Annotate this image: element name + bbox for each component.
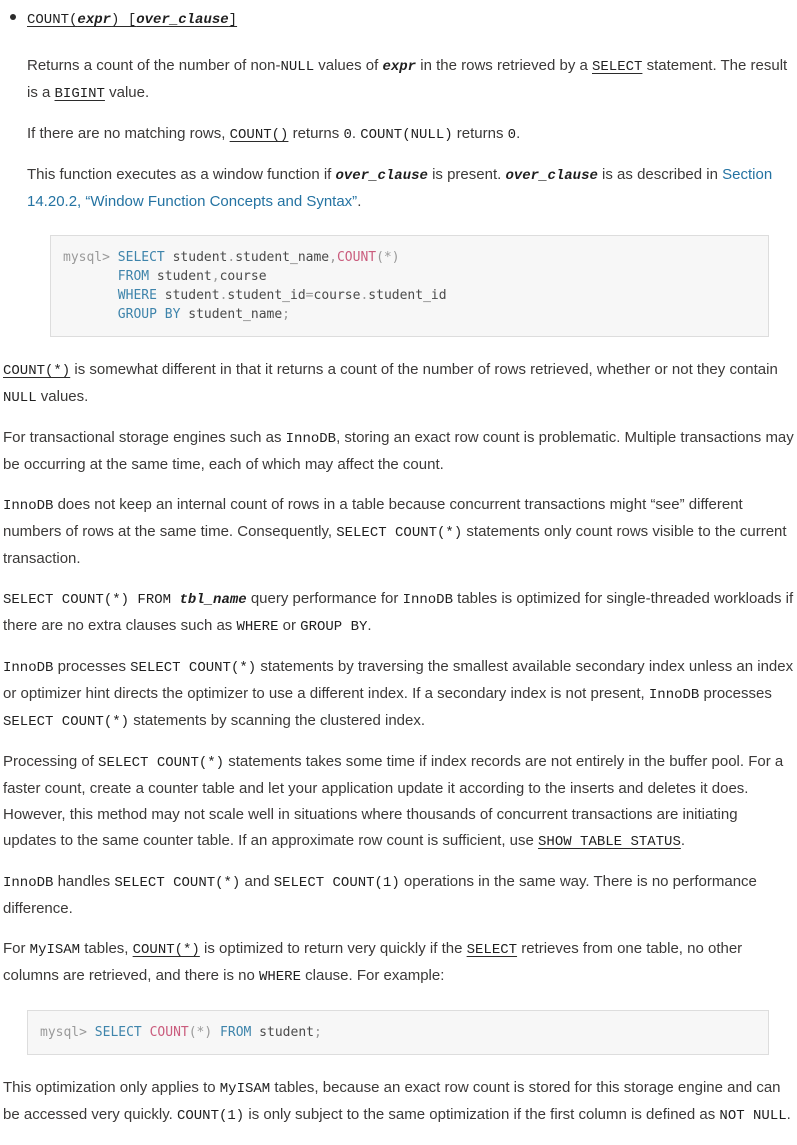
text-run: processes — [699, 685, 772, 702]
text-run: statements only count rows visible to the current transaction. — [3, 523, 787, 567]
text-link[interactable]: Section 14.20.2, “Window Function Concepts and Syntax” — [27, 166, 773, 210]
code-text: student — [156, 288, 220, 303]
paragraph — [3, 492, 795, 572]
code-link[interactable]: ] — [228, 12, 238, 28]
code-text — [63, 269, 118, 284]
text-run: handles — [53, 873, 115, 890]
paragraph — [3, 654, 795, 735]
text-run: For transactional storage engines such as — [3, 429, 286, 446]
code-text: FROM — [220, 1025, 252, 1040]
code-text: SELECT COUNT(*) — [336, 525, 463, 541]
text-run: statements takes some time if index records are not entirely in the buffer pool. For a faster count, create a counter table and let your application update it according to the inserts and deletes it does. However, this method may not scale well in situations where thousands of concurrent transactions are initiating updates to the same counter table. If an approximate row count is sufficient, use — [3, 753, 784, 849]
code-text: expr — [382, 59, 417, 75]
code-text: SELECT COUNT(*) — [98, 755, 225, 771]
text-run: is present. — [427, 166, 506, 183]
text-run: clause. For example: — [300, 967, 445, 984]
code-text: COUNT — [336, 250, 377, 265]
text-run: . — [516, 125, 521, 142]
code-text: NULL — [280, 59, 315, 75]
text-run: statements by traversing the smallest available secondary index unless an index or optimizer hint directs the optimizer to use a different index. If a secondary index is not present, — [3, 658, 794, 702]
code-block — [27, 1010, 769, 1055]
paragraph — [3, 869, 795, 922]
code-text: SELECT COUNT(*) — [130, 660, 257, 676]
text-run: retrieves from one table, no other columns are retrieved, and there is no — [3, 940, 743, 984]
text-run: and — [240, 873, 274, 890]
code-text: FROM — [117, 269, 150, 284]
text-run: . — [367, 617, 372, 634]
code-text — [142, 1025, 150, 1040]
text-run: query performance for — [246, 590, 403, 607]
text-run: . — [351, 125, 361, 142]
code-text: MyISAM — [219, 1081, 271, 1097]
code-text: WHERE — [236, 619, 279, 635]
text-run: in the rows retrieved by a — [416, 57, 592, 74]
text-run: , storing an exact row count is problematic. Multiple transactions may be occurring at the same time, each of which may affect the count. — [3, 429, 794, 473]
code-text: SELECT COUNT(*) — [3, 714, 130, 730]
code-link[interactable]: COUNT(*) — [132, 942, 200, 958]
code-block — [50, 235, 769, 337]
code-text: student_id — [227, 288, 306, 303]
paragraph — [3, 586, 795, 640]
text-run: Processing of — [3, 753, 99, 770]
text-run: statement. The result is a — [27, 57, 788, 101]
code-text: COUNT(NULL) — [360, 127, 453, 143]
text-run: tables, — [80, 940, 133, 957]
code-text: InnoDB — [3, 660, 54, 676]
paragraph — [3, 749, 795, 855]
code-text: course — [313, 288, 361, 303]
paragraph — [3, 357, 795, 411]
code-text: NULL — [3, 390, 37, 406]
code-text: SELECT — [117, 250, 165, 265]
code-text: WHERE — [117, 288, 157, 303]
code-text: student — [251, 1025, 314, 1040]
text-run: is only subject to the same optimization if the first column is defined as — [244, 1106, 720, 1123]
text-run: . — [357, 193, 362, 210]
code-text: SELECT — [94, 1025, 142, 1040]
code-text: ; — [282, 307, 290, 322]
code-text: SELECT COUNT(1) — [273, 875, 400, 891]
code-text: InnoDB — [3, 498, 54, 514]
code-text: , — [211, 269, 220, 284]
text-run: This function executes as a window function if — [27, 166, 336, 183]
code-text: GROUP BY — [300, 619, 368, 635]
code-text: COUNT — [149, 1025, 189, 1040]
text-run: values. — [36, 388, 89, 405]
text-run: is somewhat different in that it returns a count of the number of rows retrieved, whether or not they contain — [70, 361, 778, 378]
text-run: This optimization only applies to — [3, 1079, 220, 1096]
code-text: COUNT(1) — [176, 1108, 245, 1124]
code-text: WHERE — [258, 969, 301, 985]
text-run: operations in the same way. There is no performance difference. — [3, 873, 757, 917]
code-text: student_id — [368, 288, 447, 303]
code-text: course — [219, 269, 267, 284]
code-text: InnoDB — [3, 875, 54, 891]
code-text: . — [219, 288, 228, 303]
code-text: SELECT COUNT(*) — [114, 875, 241, 891]
text-run: returns — [452, 125, 508, 142]
code-text: over_clause — [335, 168, 428, 184]
text-run: If there are no matching rows, — [27, 125, 230, 142]
text-run: is optimized to return very quickly if the — [199, 940, 467, 957]
code-text — [63, 307, 118, 322]
text-run: does not keep an internal count of rows in a table because concurrent transactions might “see” different numbers of rows at the same time. Consequently, — [3, 496, 743, 540]
paragraph — [27, 53, 795, 107]
count-signature — [27, 6, 795, 33]
code-link[interactable]: expr — [77, 12, 112, 28]
code-text — [63, 288, 118, 303]
code-text: MyISAM — [29, 942, 81, 958]
code-text: . — [227, 250, 236, 265]
code-link[interactable]: SHOW TABLE STATUS — [538, 834, 681, 850]
code-text: mysql> — [63, 250, 118, 265]
code-text: (*) — [376, 250, 400, 265]
code-text: InnoDB — [285, 431, 337, 447]
paragraph — [3, 936, 795, 990]
code-text: student_name — [235, 250, 330, 265]
text-run: processes — [53, 658, 131, 675]
text-run: is as described in — [597, 166, 723, 183]
code-text: 0 — [343, 127, 352, 143]
code-text: , — [329, 250, 337, 265]
code-text: NOT NULL — [719, 1108, 787, 1124]
paragraph — [27, 121, 795, 148]
code-link[interactable]: SELECT — [466, 942, 518, 958]
code-text: student — [149, 269, 212, 284]
code-text: GROUP BY — [117, 307, 181, 322]
paragraph — [3, 425, 795, 478]
code-link[interactable]: COUNT( — [27, 12, 78, 28]
code-text: SELECT COUNT(*) FROM — [3, 592, 180, 608]
code-link[interactable]: ) [ — [111, 12, 137, 28]
code-text: student_name — [180, 307, 283, 322]
code-link[interactable]: BIGINT — [54, 86, 105, 102]
code-text: student — [164, 250, 228, 265]
text-run: . — [680, 832, 686, 849]
code-link[interactable]: COUNT(*) — [3, 363, 71, 379]
paragraph — [27, 162, 795, 215]
text-run: returns — [288, 125, 344, 142]
code-text: mysql> — [40, 1025, 95, 1040]
code-text: . — [360, 288, 369, 303]
code-text: 0 — [507, 127, 517, 143]
code-text: InnoDB — [648, 687, 700, 703]
code-text: = — [305, 288, 314, 303]
text-run: For — [3, 940, 30, 957]
text-run: Returns a count of the number of non- — [27, 57, 281, 74]
text-run: tables is optimized for single-threaded workloads if there are no extra clauses such as — [3, 590, 794, 634]
text-run: tables, because an exact row count is stored for this storage engine and can be accessed very quickly. — [3, 1079, 781, 1123]
text-run: statements by scanning the clustered index. — [129, 712, 426, 729]
code-text: InnoDB — [402, 592, 453, 608]
paragraph — [3, 1075, 795, 1129]
code-text — [212, 1025, 220, 1040]
code-text: (*) — [188, 1025, 213, 1040]
text-run: or — [278, 617, 301, 634]
text-run: . — [786, 1106, 791, 1123]
code-link[interactable]: SELECT — [592, 59, 643, 75]
code-text: over_clause — [505, 168, 598, 184]
code-text: ; — [313, 1025, 322, 1040]
text-run: values of — [314, 57, 383, 74]
code-link[interactable]: over_clause — [136, 12, 229, 28]
text-run: value. — [104, 84, 150, 101]
code-text: tbl_name — [179, 592, 247, 608]
code-link[interactable]: COUNT() — [229, 127, 289, 143]
